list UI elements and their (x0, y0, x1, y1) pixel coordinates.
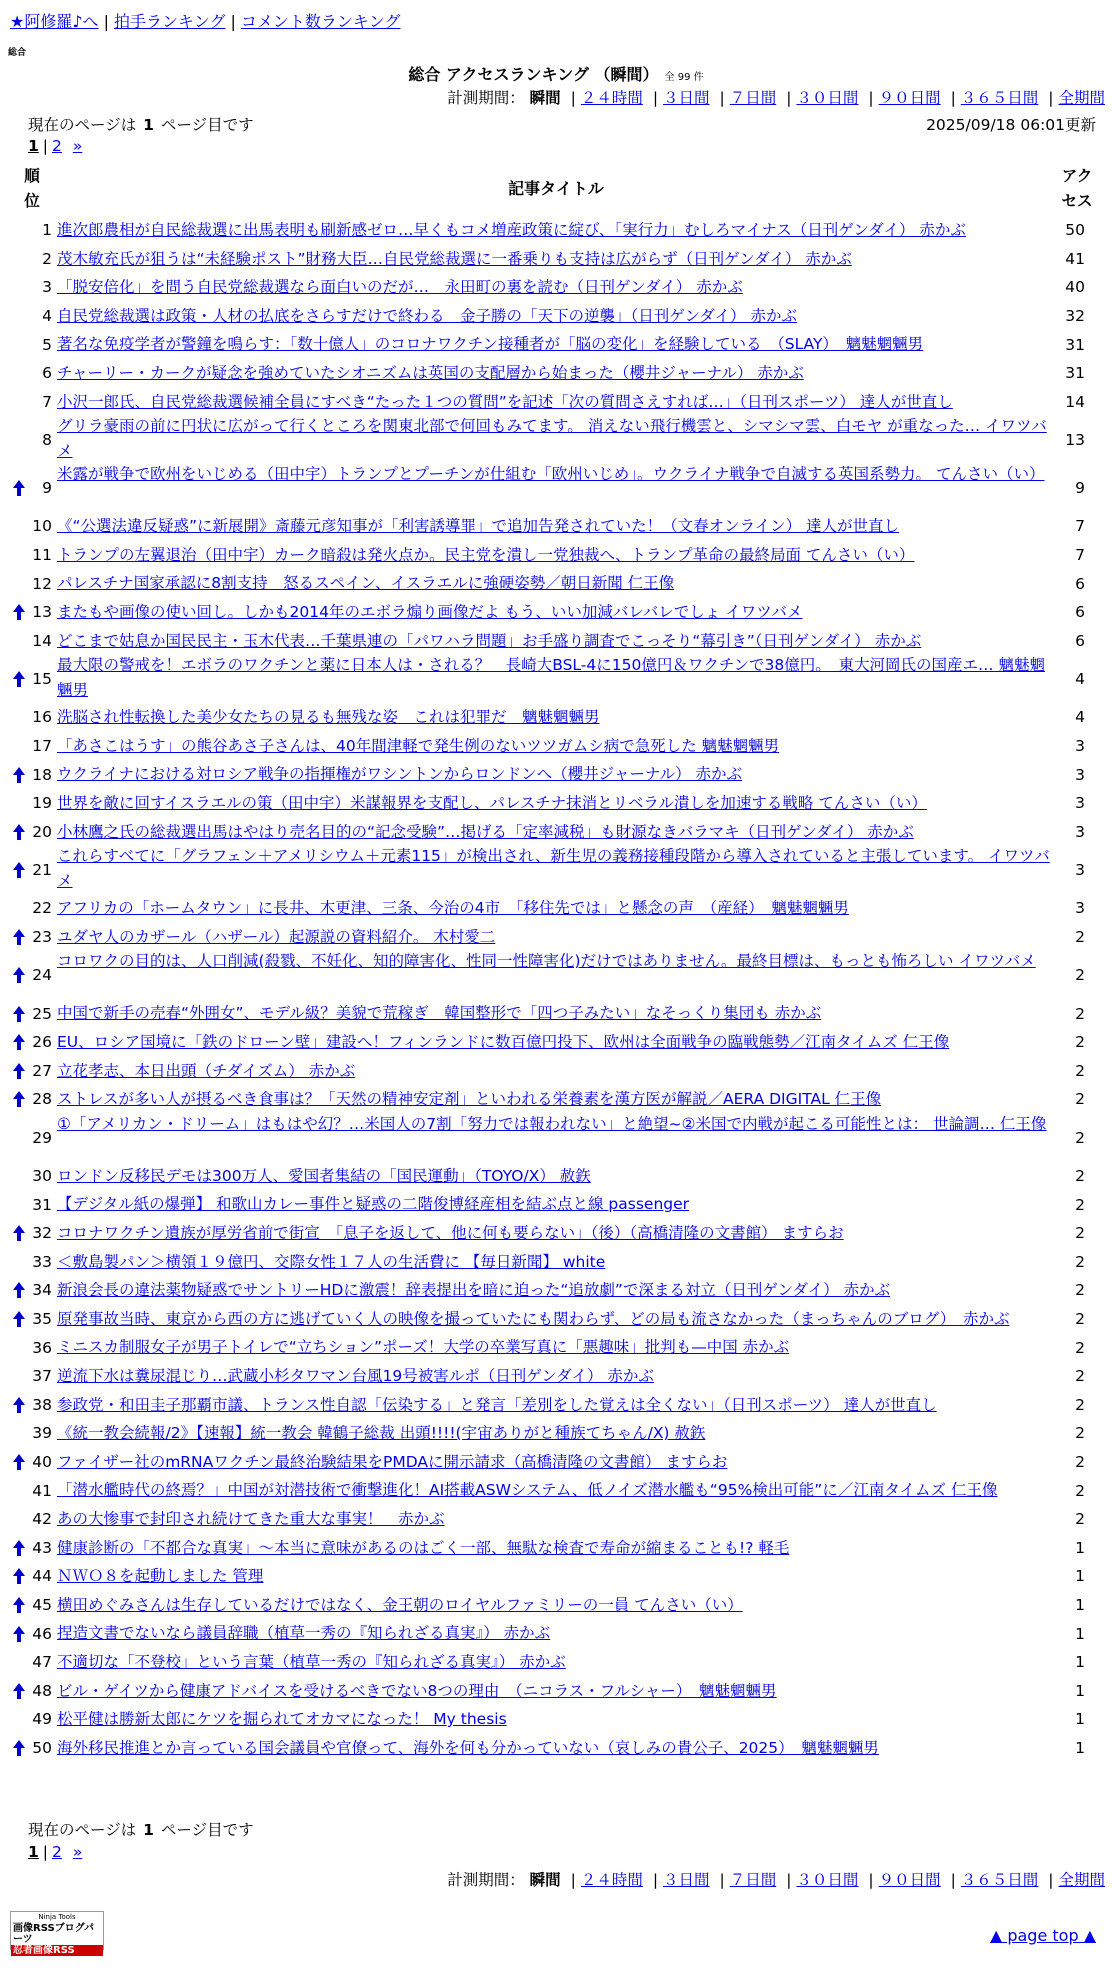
article-title-link[interactable]: コロワクの目的は、人口削減(殺戮、不妊化、知的障害化、性同一性障害化)だけではありません。最終目標は、もっとも怖ろしい イワツバメ (57, 952, 1036, 971)
article-title-link[interactable]: ①「アメリカン・ドリーム」はもはや幻？…米国人の7割「努力では報われない」と絶望~②米国で内戦が起こる可能性とは： 世論調… 仁王像 (57, 1114, 1047, 1133)
access-count: 1 (1075, 1739, 1085, 1758)
article-title-link[interactable]: またもや画像の使い回し。しかも2014年のエボラ煽り画像だよ もう、いい加減バレバレでしょ イワツバメ (57, 603, 803, 621)
up-arrow-icon (12, 1453, 26, 1471)
table-row (0, 464, 1112, 512)
access-count: 2 (1075, 1453, 1085, 1472)
period-3d[interactable]: ３日間 (663, 1871, 710, 1889)
table-row (0, 1419, 1112, 1448)
rank-number: 20 (32, 822, 52, 841)
table-row (0, 541, 1112, 570)
rank-number: 22 (32, 899, 52, 918)
table-row (0, 1734, 1112, 1763)
article-title-link[interactable]: 中国で新手の売春“外囲女”、モデル級？美貌で荒稼ぎ 韓国整形で「四つ子みたい」なそっくり集団も 赤かぶ (57, 1004, 822, 1023)
article-title-link[interactable]: 著名な免疫学者が警鐘を鳴らす：「数十億人」のコロナワクチン接種者が「脳の変化」を経験している （SLAY） 魑魅魍魎男 (57, 335, 924, 354)
access-count: 3 (1075, 737, 1085, 756)
table-row (0, 951, 1112, 999)
access-count: 2 (1075, 1061, 1085, 1080)
table-row (0, 1028, 1112, 1057)
up-arrow-icon (12, 1224, 26, 1242)
table-row (0, 1391, 1112, 1420)
table-row (0, 598, 1112, 627)
up-arrow-icon (12, 603, 26, 621)
table-row (0, 999, 1112, 1028)
article-title-link[interactable]: ロンドン反移民デモは300万人、愛国者集結の「国民運動」（TOYO/X） 赦鉃 (57, 1166, 591, 1185)
article-title-link[interactable]: 海外移民推進とか言っている国会議員や官僚って、海外を何も分かっていない（哀しみの貴公子、2025） 魑魅魍魎男 (57, 1738, 879, 1757)
link-comment-ranking[interactable]: コメント数ランキング (240, 12, 401, 31)
rank-number: 35 (32, 1310, 52, 1329)
pager-bottom: 1 | 2 » (28, 1843, 83, 1861)
article-title-link[interactable]: パレスチナ国家承認に8割支持 怒るスペイン、イスラエルに強硬姿勢／朝日新聞 仁王像 (57, 574, 675, 593)
access-count: 3 (1075, 765, 1085, 784)
up-arrow-icon (12, 1090, 26, 1108)
rank-number: 5 (42, 335, 52, 354)
table-row (0, 703, 1112, 732)
up-arrow-icon (12, 966, 26, 984)
access-count: 2 (1075, 1252, 1085, 1271)
table-row (0, 1057, 1112, 1086)
access-count: 3 (1075, 899, 1085, 918)
rank-number: 8 (42, 431, 52, 450)
article-title-link[interactable]: EU、ロシア国境に「鉄のドローン壁」建設へ！フィンランドに数百億円投下、欧州は全面戦争の臨戦態勢／江南タイムズ 仁王像 (57, 1033, 950, 1051)
article-title-link[interactable]: 世界を敵に回すイスラエルの策（田中宇）米謀報界を支配し、パレスチナ抹消とリベラル潰しを加速する戦略 てんさい（い） (57, 794, 927, 812)
table-row (0, 388, 1112, 417)
access-count: 2 (1075, 1481, 1085, 1500)
access-count: 3 (1075, 794, 1085, 813)
access-count: 1 (1075, 1624, 1085, 1643)
table-row (0, 655, 1112, 703)
access-count: 2 (1075, 1128, 1085, 1147)
up-arrow-icon (12, 1682, 26, 1700)
table-row (0, 846, 1112, 894)
link-applause-ranking[interactable]: 拍手ランキング (113, 12, 226, 31)
access-count: 1 (1075, 1681, 1085, 1700)
up-arrow-icon (12, 766, 26, 784)
rank-number: 37 (32, 1367, 52, 1386)
rank-number: 45 (32, 1596, 52, 1615)
access-count: 1 (1075, 1596, 1085, 1615)
access-count: 9 (1075, 479, 1085, 498)
rank-number: 23 (32, 928, 52, 947)
table-row (0, 894, 1112, 923)
table-row (0, 245, 1112, 274)
rank-number: 14 (32, 631, 52, 650)
table-row (0, 818, 1112, 847)
article-title-link[interactable]: 茂木敏充氏が狙うは“未経験ポスト”財務大臣…自民党総裁選に一番乗りも支持は広がらず（日刊ゲンダイ） 赤かぶ (57, 249, 852, 268)
access-count: 2 (1075, 928, 1085, 947)
table-row (0, 216, 1112, 245)
article-title-link[interactable]: 《“公選法違反疑惑”に新展開》斎藤元彦知事が「利害誘導罪」で追加告発されていた！（文春オンライン） 達人が世直し (57, 517, 900, 536)
header-access: アクセス (1061, 167, 1093, 210)
rank-number: 16 (32, 708, 52, 727)
article-title-link[interactable]: あの大惨事で封印され続けてきた重大な事実！ 赤かぶ (57, 1510, 445, 1528)
rank-number: 46 (32, 1624, 52, 1643)
header-rank: 順位 (24, 167, 40, 210)
period-90d[interactable]: ９０日間 (878, 1871, 941, 1889)
pager-next[interactable]: » (72, 137, 83, 155)
up-arrow-icon (12, 1033, 26, 1051)
rank-number: 2 (42, 249, 52, 268)
table-row (0, 1085, 1112, 1114)
rank-number: 15 (32, 670, 52, 689)
table-row (0, 1448, 1112, 1477)
rank-number: 39 (32, 1424, 52, 1443)
access-count: 32 (1065, 307, 1085, 326)
table-row (0, 1562, 1112, 1591)
article-title-link[interactable]: 米露が戦争で欧州をいじめる（田中宇）トランプとプーチンが仕組む「欧州いじめ」。ウクライナ戦争で自滅する英国系勢力。 てんさい（い） (57, 465, 1045, 484)
article-title-link[interactable]: 【デジタル紙の爆弾】 和歌山カレー事件と疑惑の二階俊博経産相を結ぶ点と線 passenger (57, 1195, 690, 1214)
up-arrow-icon (12, 928, 26, 946)
access-count: 3 (1075, 822, 1085, 841)
period-24h[interactable]: ２４時間 (580, 1871, 643, 1889)
up-arrow-icon (12, 1739, 26, 1757)
up-arrow-icon (12, 823, 26, 841)
access-count: 1 (1075, 1710, 1085, 1729)
rank-number: 27 (32, 1061, 52, 1080)
article-title-link[interactable]: 新浪会長の違法薬物疑惑でサントリーHDに激震！辞表提出を暗に迫った“追放劇”で深まる対立（日刊ゲンダイ） 赤かぶ (57, 1281, 891, 1300)
rank-number: 25 (32, 1004, 52, 1023)
access-count: 2 (1075, 1090, 1085, 1109)
article-title-link[interactable]: 健康診断の「不都合な真実」～本当に意味があるのはごく一部、無駄な検査で寿命が縮まることも!? 軽毛 (57, 1538, 790, 1557)
access-count: 2 (1075, 1424, 1085, 1443)
rank-number: 7 (42, 392, 52, 411)
article-title-link[interactable]: 小沢一郎氏、自民党総裁選候補全員にすべき“たった１つの質問”を記述「次の質問さえすれば…」（日刊スポーツ） 達人が世直し (57, 392, 953, 411)
article-title-link[interactable]: ファイザー社のmRNAワクチン最終治験結果をPMDAに開示請求（高橋清隆の文書館） ますらお (57, 1452, 728, 1471)
updated-time: 2025/09/18 06:01更新 (926, 116, 1096, 134)
rank-number: 13 (32, 603, 52, 622)
period-365d[interactable]: ３６５日間 (960, 89, 1039, 107)
table-row (0, 923, 1112, 952)
rank-number: 24 (32, 966, 52, 985)
ninja-rss-logo[interactable]: Ninja Tools 画像RSSブログパーツ 忍者画像RSS (10, 1911, 104, 1950)
table-row (0, 512, 1112, 541)
table-row (0, 359, 1112, 388)
article-title-link[interactable]: 自民党総裁選は政策・人材の払底をさらすだけで終わる 金子勝の「天下の逆襲」（日刊ゲンダイ） 赤かぶ (57, 306, 797, 325)
up-arrow-icon (12, 1005, 26, 1023)
article-title-link[interactable]: ＮＷＯ８を起動しました 管理 (57, 1567, 264, 1586)
current-page-text-bottom: 現在のページは 1 ページ目です (28, 1821, 254, 1839)
rank-number: 12 (32, 574, 52, 593)
article-title-link[interactable]: 最大限の警戒を！エボラのワクチンと薬に日本人は・される？ 長崎大BSL-4に150億円＆ワクチンで38億円。 東大河岡氏の国産エ… 魑魅魍魎男 (57, 656, 1045, 700)
article-title-link[interactable]: 参政党・和田圭子那覇市議、トランス性自認「伝染する」と発言「差別をした覚えは全くない」（日刊スポーツ） 達人が世直し (57, 1395, 937, 1414)
article-title-link[interactable]: これらすべてに「グラフェン＋アメリシウム＋元素115」が検出され、新生児の義務接種段階から導入されていると主張しています。 イワツバメ (57, 847, 1050, 891)
article-title-link[interactable]: 《統一教会続報/2》【速報】統一教会 韓鶴子総裁 出頭!!!!(宇宙ありがと種族てちゃん/X) 赦鉃 (57, 1424, 706, 1443)
article-title-link[interactable]: 松平健は勝新太郎にケツを掘られてオカマになった！ My thesis (57, 1710, 507, 1729)
table-row (0, 1162, 1112, 1191)
access-count: 13 (1065, 431, 1085, 450)
rank-number: 3 (42, 278, 52, 297)
access-count: 1 (1075, 1567, 1085, 1586)
article-title-link[interactable]: チャーリー・カークが疑念を強めていたシオニズムは英国の支配層から始まった（櫻井ジャーナル） 赤かぶ (57, 364, 804, 382)
article-title-link[interactable]: ウクライナにおける対ロシア戦争の指揮権がワシントンからロンドンへ（櫻井ジャーナル） 赤かぶ (57, 765, 742, 784)
access-count: 2 (1075, 1510, 1085, 1529)
rank-number: 41 (32, 1481, 52, 1500)
table-row (0, 1648, 1112, 1677)
link-asyura-home[interactable]: ★阿修羅♪へ (10, 12, 99, 31)
article-title-link[interactable]: 横田めぐみさんは生存しているだけではなく、金王朝のロイヤルファミリーの一員 てんさい（い） (57, 1595, 743, 1614)
table-row (0, 1619, 1112, 1648)
rank-number: 43 (32, 1538, 52, 1557)
up-arrow-icon (12, 1625, 26, 1643)
rank-number: 48 (32, 1681, 52, 1700)
access-count: 3 (1075, 861, 1085, 880)
rank-number: 10 (32, 517, 52, 536)
rank-number: 26 (32, 1033, 52, 1052)
period-3d[interactable]: ３日間 (663, 89, 710, 107)
up-arrow-icon (12, 1396, 26, 1414)
table-row (0, 1534, 1112, 1563)
rank-number: 33 (32, 1252, 52, 1271)
access-count: 1 (1075, 1538, 1085, 1557)
access-count: 2 (1075, 1195, 1085, 1214)
period-selector-top: 計測期間： 瞬間 | ２４時間 | ３日間 | ７日間 | ３０日間 | ９０日間 | ３６５日間 | 全期間 (447, 89, 1105, 107)
table-row (0, 569, 1112, 598)
article-title-link[interactable]: コロナワクチン遺族が厚労省前で街宣 「息子を返して、他に何も要らない」（後）（高橋清隆の文書館） ますらお (57, 1224, 844, 1242)
article-title-link[interactable]: 進次郎農相が自民総裁選に出馬表明も刷新感ゼロ…早くもコメ増産政策に綻び、「実行力」むしろマイナス（日刊ゲンダイ） 赤かぶ (57, 221, 966, 239)
total-count: 全 99 件 (664, 72, 704, 83)
access-count: 50 (1065, 221, 1085, 240)
pager-next[interactable]: » (72, 1843, 83, 1861)
article-title-link[interactable]: アフリカの「ホームタウン」に長井、木更津、三条、今治の4市 「移住先では」と懸念の声 （産経） 魑魅魍魎男 (57, 899, 849, 918)
access-count: 1 (1075, 1653, 1085, 1672)
period-selector-bottom: 計測期間： 瞬間 | ２４時間 | ３日間 | ７日間 | ３０日間 | ９０日間 | ３６５日間 | 全期間 (447, 1871, 1105, 1889)
table-row (0, 732, 1112, 761)
ranking-title: 総合 アクセスランキング （瞬間） (408, 65, 659, 84)
article-title-link[interactable]: 逆流下水は糞尿混じり…武蔵小杉タワマン台風19号被害ルポ（日刊ゲンダイ） 赤かぶ (57, 1367, 654, 1385)
period-all[interactable]: 全期間 (1058, 89, 1105, 107)
access-count: 31 (1065, 335, 1085, 354)
article-title-link[interactable]: 立花孝志、本日出頭（チダイズム） 赤かぶ (57, 1061, 356, 1080)
table-row (0, 1591, 1112, 1620)
table-row (0, 1677, 1112, 1706)
article-title-link[interactable]: 「あさこはうす」の熊谷あさ子さんは、40年間津軽で発生例のないツツガムシ病で急死した 魑魅魍魎男 (57, 736, 780, 755)
article-title-link[interactable]: トランプの左翼退治（田中宇）カーク暗殺は発火点か。民主党を潰し一党独裁へ、トランプ革命の最終局面 てんさい（い） (57, 545, 915, 564)
up-arrow-icon (12, 1539, 26, 1557)
rank-number: 36 (32, 1338, 52, 1357)
access-count: 6 (1075, 603, 1085, 622)
article-title-link[interactable]: ミニスカ制服女子が男子トイレで“立ちション”ポーズ！大学の卒業写真に「悪趣味」批判も—中国 赤かぶ (57, 1338, 790, 1357)
access-count: 2 (1075, 1395, 1085, 1414)
rank-number: 31 (32, 1195, 52, 1214)
up-arrow-icon (12, 1062, 26, 1080)
up-arrow-icon (12, 670, 26, 688)
pager-page-2[interactable]: 2 (52, 137, 62, 155)
table-row (0, 789, 1112, 818)
rank-number: 44 (32, 1567, 52, 1586)
access-count: 40 (1065, 278, 1085, 297)
table-row (0, 302, 1112, 331)
table-row (0, 273, 1112, 302)
access-count: 14 (1065, 392, 1085, 411)
rank-number: 1 (42, 221, 52, 240)
access-count: 2 (1075, 1338, 1085, 1357)
rank-number: 17 (32, 737, 52, 756)
rank-number: 28 (32, 1090, 52, 1109)
table-row (0, 1276, 1112, 1305)
up-arrow-icon (12, 1596, 26, 1614)
access-count: 2 (1075, 1004, 1085, 1023)
period-7d[interactable]: ７日間 (729, 89, 777, 107)
access-count: 2 (1075, 1167, 1085, 1186)
table-row (0, 760, 1112, 789)
rank-number: 34 (32, 1281, 52, 1300)
up-arrow-icon (12, 1567, 26, 1585)
current-page-text-top: 現在のページは 1 ページ目です (28, 116, 254, 134)
rank-number: 30 (32, 1167, 52, 1186)
rank-number: 49 (32, 1710, 52, 1729)
access-count: 2 (1075, 1367, 1085, 1386)
rank-number: 38 (32, 1395, 52, 1414)
period-label: 計測期間： (447, 1871, 525, 1889)
article-title-link[interactable]: 洗脳され性転換した美少女たちの見るも無残な姿 これは犯罪だ 魑魅魍魎男 (57, 708, 600, 727)
article-title-link[interactable]: グリラ豪雨の前に円状に広がって行くところを関東北部で何回もみてます。 消えない飛行機雲と、シマシマ雲、白モヤ が重なった… イワツバメ (57, 417, 1047, 461)
article-title-link[interactable]: 小林鷹之氏の総裁選出馬はやはり売名目的の“記念受験”…掲げる「定率減税」も財源なきバラマキ（日刊ゲンダイ） 赤かぶ (57, 822, 914, 841)
table-row (0, 1705, 1112, 1734)
rank-number: 21 (32, 861, 52, 880)
access-count: 6 (1075, 631, 1085, 650)
period-current: 瞬間 (529, 89, 561, 107)
article-title-link[interactable]: ビル・ゲイツから健康アドバイスを受けるべきでない8つの理由 （ニコラス・フルシャー） 魑魅魍魎男 (57, 1681, 777, 1700)
separator: | (230, 12, 236, 31)
up-arrow-icon (12, 861, 26, 879)
table-row (0, 1476, 1112, 1505)
up-arrow-icon (12, 1281, 26, 1299)
article-title-link[interactable]: 不適切な「不登校」という言葉（植草一秀の『知られざる真実』） 赤かぶ (57, 1653, 566, 1671)
table-row (0, 1248, 1112, 1277)
table-row (0, 416, 1112, 464)
table-row (0, 627, 1112, 656)
rank-number: 40 (32, 1453, 52, 1472)
access-count: 31 (1065, 364, 1085, 383)
period-30d[interactable]: ３０日間 (796, 89, 859, 107)
access-count: 6 (1075, 574, 1085, 593)
rank-number: 32 (32, 1224, 52, 1243)
article-title-link[interactable]: ユダヤ人のカザール（ハザール）起源説の資料紹介。 木村愛二 (57, 927, 496, 946)
access-count: 2 (1075, 1310, 1085, 1329)
rank-number: 11 (32, 546, 52, 565)
access-count: 2 (1075, 1033, 1085, 1052)
rank-number: 19 (32, 794, 52, 813)
rank-number: 42 (32, 1510, 52, 1529)
pager-page-2[interactable]: 2 (52, 1843, 62, 1861)
pager-current: 1 (28, 1843, 39, 1861)
table-row (0, 1505, 1112, 1534)
access-count: 4 (1075, 708, 1085, 727)
up-arrow-icon (12, 479, 26, 497)
access-count: 2 (1075, 966, 1085, 985)
article-title-link[interactable]: 「脱安倍化」を問う自民党総裁選なら面白いのだが… 永田町の裏を読む（日刊ゲンダイ） 赤かぶ (57, 278, 743, 297)
table-row (0, 1114, 1112, 1162)
access-count: 2 (1075, 1224, 1085, 1243)
separator: | (103, 12, 109, 31)
table-row (0, 1305, 1112, 1334)
access-count: 7 (1075, 517, 1085, 536)
article-title-link[interactable]: どこまで姑息か国民民主・玉木代表…千葉県連の「パワハラ問題」お手盛り調査でこっそり“幕引き”（日刊ゲンダイ） 赤かぶ (57, 631, 922, 650)
rank-number: 47 (32, 1653, 52, 1672)
period-24h[interactable]: ２４時間 (580, 89, 643, 107)
article-title-link[interactable]: 原発事故当時、東京から西の方に逃げていく人の映像を撮っていたにも関わらず、どの局も流さなかった（まっちゃんのブログ） 赤かぶ (57, 1309, 1010, 1328)
page-top-link[interactable]: ▲ page top ▲ (989, 1926, 1096, 1945)
access-count: 2 (1075, 1281, 1085, 1300)
table-row (0, 1362, 1112, 1391)
pager-current: 1 (28, 137, 39, 155)
period-90d[interactable]: ９０日間 (878, 89, 941, 107)
pager-top: 1 | 2 » (28, 137, 83, 155)
period-365d[interactable]: ３６５日間 (960, 1871, 1039, 1889)
up-arrow-icon (12, 1310, 26, 1328)
article-title-link[interactable]: ＜敷島製パン＞横領１９億円、交際女性１７人の生活費に 【毎日新聞】 white (57, 1252, 606, 1271)
rank-number: 4 (42, 307, 52, 326)
period-label: 計測期間： (447, 89, 525, 107)
category-label: 総合 (8, 48, 27, 58)
period-current: 瞬間 (529, 1871, 561, 1889)
table-row (0, 1333, 1112, 1362)
access-count: 7 (1075, 546, 1085, 565)
access-count: 41 (1065, 249, 1085, 268)
rank-number: 9 (42, 479, 52, 498)
rank-number: 29 (32, 1128, 52, 1147)
rank-number: 50 (32, 1739, 52, 1758)
access-count: 4 (1075, 670, 1085, 689)
article-title-link[interactable]: 「潜水艦時代の終焉？」中国が対潜技術で衝撃進化！AI搭載ASWシステム、低ノイズ潜水艦も“95%検出可能”に／江南タイムズ 仁王像 (57, 1481, 998, 1500)
rank-number: 6 (42, 364, 52, 383)
period-30d[interactable]: ３０日間 (796, 1871, 859, 1889)
table-row (0, 1190, 1112, 1219)
article-title-link[interactable]: ストレスが多い人が摂るべき食事は？「天然の精神安定剤」といわれる栄養素を漢方医が解説／AERA DIGITAL 仁王像 (57, 1090, 882, 1109)
article-title-link[interactable]: 捏造文書でないなら議員辞職（植草一秀の『知られざる真実』） 赤かぶ (57, 1624, 551, 1643)
rank-number: 18 (32, 765, 52, 784)
header-title: 記事タイトル (508, 179, 604, 198)
table-row (0, 330, 1112, 359)
period-7d[interactable]: ７日間 (729, 1871, 777, 1889)
period-all[interactable]: 全期間 (1058, 1871, 1105, 1889)
table-row (0, 1219, 1112, 1248)
